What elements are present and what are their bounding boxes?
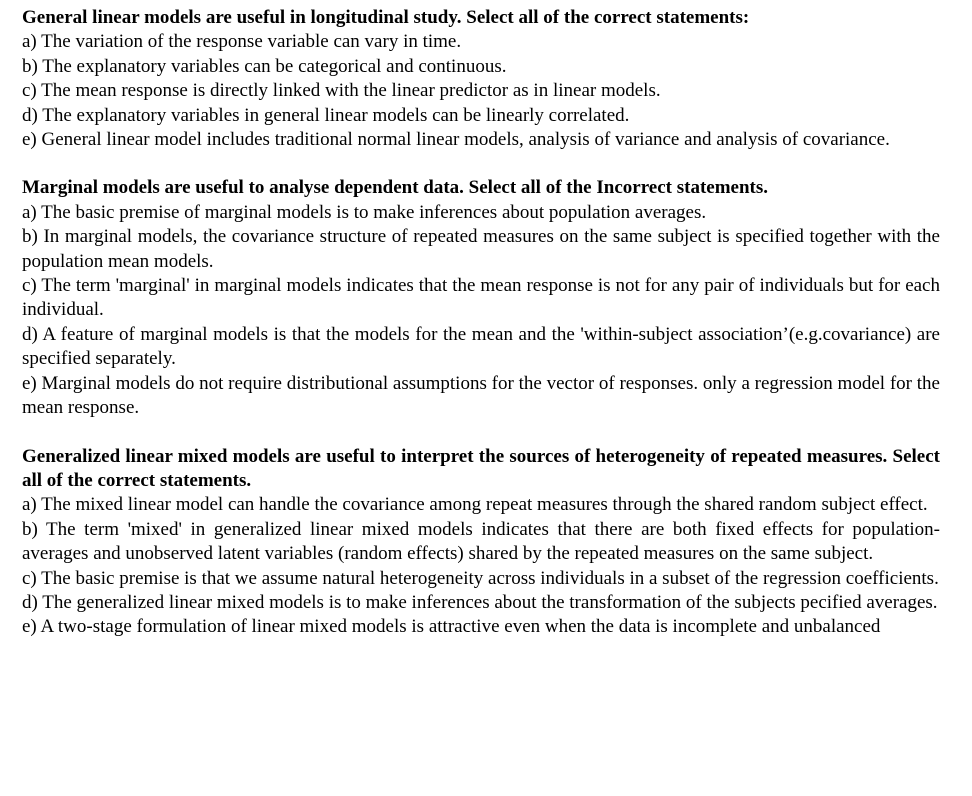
option-b: b) In marginal models, the covariance structure of repeated measures on the same subject is specified together with the population mean models.: [22, 226, 940, 272]
option-d: d) The explanatory variables in general linear models can be linearly correlated.: [22, 104, 630, 126]
question-1: [22, 6, 940, 152]
option-list: [22, 493, 940, 639]
option-b: b) The explanatory variables can be categorical and continuous.: [22, 55, 507, 77]
option-e: e) General linear model includes traditional normal linear models, analysis of variance and analysis of covariance.: [22, 129, 890, 151]
option-c: c) The mean response is directly linked with the linear predictor as in linear models.: [22, 80, 661, 102]
option-a: a) The basic premise of marginal models is to make inferences about population averages.: [22, 201, 707, 223]
option-list: [22, 30, 940, 152]
option-e: e) Marginal models do not require distributional assumptions for the vector of responses. only a regression model for the mean response.: [22, 372, 940, 419]
option-a: a) The variation of the response variable can vary in time.: [22, 31, 462, 53]
option-c: c) The term 'marginal' in marginal models indicates that the mean response is not for any pair of individuals but for each individual.: [22, 275, 940, 321]
option-e: e) A two-stage formulation of linear mixed models is attractive even when the data is incomplete and unbalanced: [22, 616, 881, 638]
option-a: a) The mixed linear model can handle the covariance among repeat measures through the shared random subject effect.: [22, 494, 928, 516]
option-c: c) The basic premise is that we assume natural heterogeneity across individuals in a subset of the regression coefficients.: [22, 567, 939, 589]
question-title: Generalized linear mixed models are useful to interpret the sources of heterogeneity of repeated measures. Select all of the correct statements.: [22, 445, 940, 491]
question-title: Marginal models are useful to analyse dependent data. Select all of the Incorrect statements.: [22, 177, 769, 199]
question-2: [22, 176, 940, 420]
option-d: d) The generalized linear mixed models is to make inferences about the transformation of the subjects pecified averages.: [22, 591, 938, 613]
option-b: b) The term 'mixed' in generalized linear mixed models indicates that there are both fixed effects for population-averages and unobserved latent variables (random effects) shared by the repeated measures on the same subject.: [22, 518, 940, 565]
option-d: d) A feature of marginal models is that the models for the mean and the 'within-subject association’(e.g.covariance) are specified separately.: [22, 323, 940, 370]
question-title: General linear models are useful in longitudinal study. Select all of the correct statements:: [22, 7, 750, 28]
option-list: [22, 201, 940, 421]
question-3: [22, 445, 940, 640]
